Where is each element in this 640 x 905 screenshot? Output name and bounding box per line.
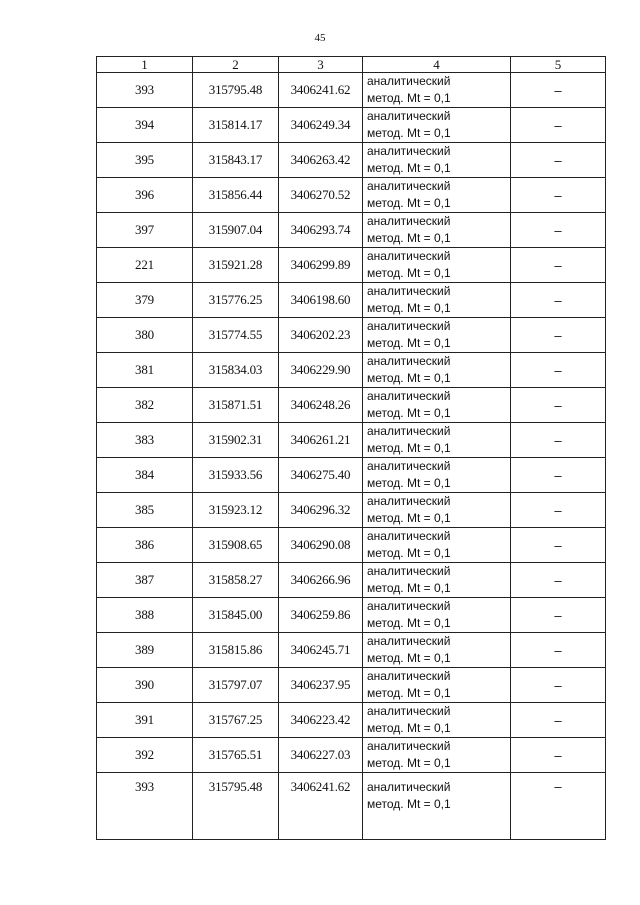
method-description <box>363 318 511 353</box>
error-value: – <box>511 213 606 248</box>
y-coordinate: 3406229.90 <box>279 353 363 388</box>
x-coordinate: 315871.51 <box>193 388 279 423</box>
method-line-2: метод. Mt = 0,1 <box>367 441 451 455</box>
error-value: – <box>511 318 606 353</box>
method-line-2: метод. Mt = 0,1 <box>367 266 451 280</box>
method-description <box>363 703 511 738</box>
table-row <box>97 388 606 423</box>
method-description <box>363 493 511 528</box>
error-value: – <box>511 633 606 668</box>
x-coordinate: 315933.56 <box>193 458 279 493</box>
point-number: 382 <box>97 388 193 423</box>
x-coordinate: 315765.51 <box>193 738 279 773</box>
y-coordinate: 3406223.42 <box>279 703 363 738</box>
column-header: 1 <box>97 57 193 73</box>
x-coordinate: 315856.44 <box>193 178 279 213</box>
method-line-1: аналитический <box>367 599 451 613</box>
method-description <box>363 563 511 598</box>
table-row <box>97 738 606 773</box>
y-coordinate: 3406202.23 <box>279 318 363 353</box>
table-row <box>97 668 606 703</box>
method-description <box>363 213 511 248</box>
table-row <box>97 563 606 598</box>
error-value: – <box>511 598 606 633</box>
error-value: – <box>511 423 606 458</box>
error-value: – <box>511 493 606 528</box>
column-header: 2 <box>193 57 279 73</box>
y-coordinate: 3406261.21 <box>279 423 363 458</box>
method-line-2: метод. Mt = 0,1 <box>367 196 451 210</box>
point-number: 380 <box>97 318 193 353</box>
method-line-1: аналитический <box>367 284 451 298</box>
y-coordinate: 3406293.74 <box>279 213 363 248</box>
method-description <box>363 598 511 633</box>
method-line-2: метод. Mt = 0,1 <box>367 581 451 595</box>
error-value: – <box>511 668 606 703</box>
x-coordinate: 315923.12 <box>193 493 279 528</box>
y-coordinate: 3406248.26 <box>279 388 363 423</box>
error-value: – <box>511 563 606 598</box>
table-row <box>97 248 606 283</box>
method-description <box>363 353 511 388</box>
x-coordinate: 315907.04 <box>193 213 279 248</box>
x-coordinate: 315858.27 <box>193 563 279 598</box>
point-number: 379 <box>97 283 193 318</box>
method-description <box>363 108 511 143</box>
point-number: 386 <box>97 528 193 563</box>
table-row <box>97 178 606 213</box>
error-value: – <box>511 458 606 493</box>
method-line-2: метод. Mt = 0,1 <box>367 511 451 525</box>
y-coordinate: 3406241.62 <box>279 73 363 108</box>
method-line-2: метод. Mt = 0,1 <box>367 406 451 420</box>
table-header-row <box>97 57 606 73</box>
method-description <box>363 458 511 493</box>
column-header: 4 <box>363 57 511 73</box>
error-value: – <box>511 738 606 773</box>
table-row <box>97 73 606 108</box>
y-coordinate: 3406259.86 <box>279 598 363 633</box>
x-coordinate: 315814.17 <box>193 108 279 143</box>
column-header: 3 <box>279 57 363 73</box>
y-coordinate: 3406245.71 <box>279 633 363 668</box>
method-line-2: метод. Mt = 0,1 <box>367 301 451 315</box>
method-line-1: аналитический <box>367 424 451 438</box>
method-line-2: метод. Mt = 0,1 <box>367 336 451 350</box>
table-row <box>97 458 606 493</box>
point-number: 396 <box>97 178 193 213</box>
table-row <box>97 353 606 388</box>
table-row <box>97 773 606 840</box>
method-line-1: аналитический <box>367 459 451 473</box>
x-coordinate: 315815.86 <box>193 633 279 668</box>
point-number: 394 <box>97 108 193 143</box>
point-number: 389 <box>97 633 193 668</box>
error-value: – <box>511 283 606 318</box>
y-coordinate: 3406270.52 <box>279 178 363 213</box>
method-line-1: аналитический <box>367 249 451 263</box>
method-line-1: аналитический <box>367 634 451 648</box>
x-coordinate: 315921.28 <box>193 248 279 283</box>
method-line-2: метод. Mt = 0,1 <box>367 476 451 490</box>
method-line-1: аналитический <box>367 389 451 403</box>
error-value: – <box>511 73 606 108</box>
y-coordinate: 3406296.32 <box>279 493 363 528</box>
method-description <box>363 73 511 108</box>
y-coordinate: 3406198.60 <box>279 283 363 318</box>
table-row <box>97 703 606 738</box>
y-coordinate: 3406290.08 <box>279 528 363 563</box>
error-value: – <box>511 388 606 423</box>
y-coordinate: 3406249.34 <box>279 108 363 143</box>
y-coordinate: 3406241.62 <box>279 773 363 840</box>
table-row <box>97 318 606 353</box>
method-line-2: метод. Mt = 0,1 <box>367 231 451 245</box>
method-line-2: метод. Mt = 0,1 <box>367 161 451 175</box>
table-row <box>97 633 606 668</box>
point-number: 390 <box>97 668 193 703</box>
method-description <box>363 773 511 840</box>
method-description <box>363 423 511 458</box>
method-line-1: аналитический <box>367 214 451 228</box>
error-value: – <box>511 353 606 388</box>
method-line-1: аналитический <box>367 319 451 333</box>
method-description <box>363 143 511 178</box>
y-coordinate: 3406237.95 <box>279 668 363 703</box>
method-line-2: метод. Mt = 0,1 <box>367 126 451 140</box>
method-line-1: аналитический <box>367 669 451 683</box>
method-line-1: аналитический <box>367 109 451 123</box>
method-line-2: метод. Mt = 0,1 <box>367 756 451 770</box>
column-header: 5 <box>511 57 606 73</box>
method-description <box>363 633 511 668</box>
x-coordinate: 315774.55 <box>193 318 279 353</box>
point-number: 393 <box>97 73 193 108</box>
point-number: 384 <box>97 458 193 493</box>
point-number: 397 <box>97 213 193 248</box>
error-value: – <box>511 178 606 213</box>
table-row <box>97 493 606 528</box>
method-line-2: метод. Mt = 0,1 <box>367 91 451 105</box>
point-number: 391 <box>97 703 193 738</box>
method-line-2: метод. Mt = 0,1 <box>367 797 451 811</box>
y-coordinate: 3406275.40 <box>279 458 363 493</box>
method-line-2: метод. Mt = 0,1 <box>367 371 451 385</box>
method-line-1: аналитический <box>367 564 451 578</box>
method-description <box>363 668 511 703</box>
table-row <box>97 283 606 318</box>
method-description <box>363 388 511 423</box>
point-number: 383 <box>97 423 193 458</box>
x-coordinate: 315902.31 <box>193 423 279 458</box>
method-line-1: аналитический <box>367 179 451 193</box>
method-line-2: метод. Mt = 0,1 <box>367 721 451 735</box>
x-coordinate: 315845.00 <box>193 598 279 633</box>
x-coordinate: 315834.03 <box>193 353 279 388</box>
method-description <box>363 178 511 213</box>
x-coordinate: 315797.07 <box>193 668 279 703</box>
point-number: 392 <box>97 738 193 773</box>
table-row <box>97 143 606 178</box>
method-line-1: аналитический <box>367 354 451 368</box>
method-line-1: аналитический <box>367 529 451 543</box>
point-number: 388 <box>97 598 193 633</box>
method-line-2: метод. Mt = 0,1 <box>367 686 451 700</box>
x-coordinate: 315843.17 <box>193 143 279 178</box>
coordinates-table <box>96 56 606 840</box>
page-number: 45 <box>314 32 326 44</box>
method-line-1: аналитический <box>367 780 451 794</box>
table-row <box>97 108 606 143</box>
method-line-2: метод. Mt = 0,1 <box>367 651 451 665</box>
y-coordinate: 3406227.03 <box>279 738 363 773</box>
error-value: – <box>511 108 606 143</box>
table-row <box>97 598 606 633</box>
y-coordinate: 3406299.89 <box>279 248 363 283</box>
point-number: 221 <box>97 248 193 283</box>
method-line-1: аналитический <box>367 494 451 508</box>
method-description <box>363 283 511 318</box>
point-number: 381 <box>97 353 193 388</box>
method-line-1: аналитический <box>367 704 451 718</box>
y-coordinate: 3406263.42 <box>279 143 363 178</box>
x-coordinate: 315795.48 <box>193 73 279 108</box>
method-line-2: метод. Mt = 0,1 <box>367 546 451 560</box>
error-value: – <box>511 703 606 738</box>
x-coordinate: 315767.25 <box>193 703 279 738</box>
table-row <box>97 528 606 563</box>
x-coordinate: 315776.25 <box>193 283 279 318</box>
method-description <box>363 248 511 283</box>
point-number: 387 <box>97 563 193 598</box>
method-line-1: аналитический <box>367 144 451 158</box>
method-description <box>363 738 511 773</box>
error-value: – <box>511 143 606 178</box>
table-row <box>97 423 606 458</box>
point-number: 395 <box>97 143 193 178</box>
method-line-1: аналитический <box>367 74 451 88</box>
error-value: – <box>511 528 606 563</box>
y-coordinate: 3406266.96 <box>279 563 363 598</box>
method-description <box>363 528 511 563</box>
point-number: 393 <box>97 773 193 840</box>
error-value: – <box>511 773 606 840</box>
error-value: – <box>511 248 606 283</box>
x-coordinate: 315908.65 <box>193 528 279 563</box>
x-coordinate: 315795.48 <box>193 773 279 840</box>
method-line-1: аналитический <box>367 739 451 753</box>
table-row <box>97 213 606 248</box>
point-number: 385 <box>97 493 193 528</box>
method-line-2: метод. Mt = 0,1 <box>367 616 451 630</box>
